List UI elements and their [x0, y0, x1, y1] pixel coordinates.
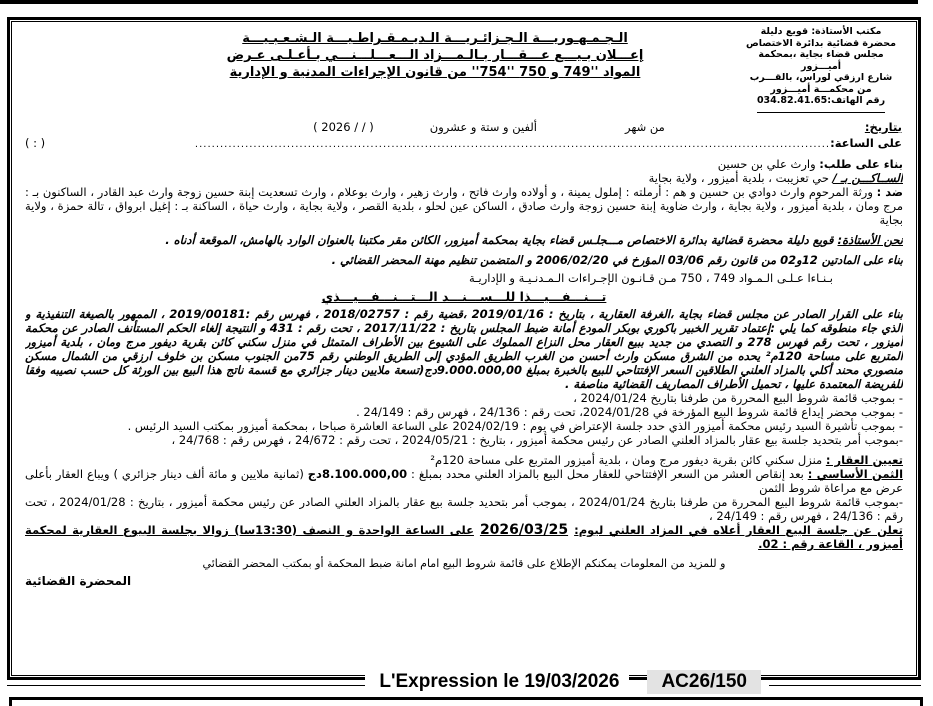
- announcement-rest: على الساعة الواحدة و النصف (13:30سا) زوالا بجلسة البيوع العقارية لمحكمة أميزور ، القاعة رقم : 02.: [25, 523, 903, 551]
- price-label: الثمن الأساسي :: [807, 467, 903, 481]
- property-text: منزل سكني كائن بقرية ديفور مرج ومان ، بلدية أميزور المتربع على مساحة 120م²: [430, 453, 823, 467]
- request-text: وارث علي بن حسين: [717, 157, 816, 171]
- auction-date: 2026/03/25: [479, 522, 569, 538]
- office-line: من محكمـــة أميـــزور: [770, 83, 872, 95]
- law-reference-1: بناء على المادتين 12و02 من قانون رقم 03/06 المؤرخ في 2006/02/20 و المتضمن تنظيم مهنة المحضر القضائي .: [331, 253, 903, 267]
- price-text-before: بعد إنقاص العشر من السعر الإفتتاحي للعقار محل البيع بالمزاد العلني محدد بمبلغ :: [411, 467, 804, 481]
- law-reference-2: بـنـاءا عـلـى الـمـواد 749 ، 750 مـن قـانـون الإجـراءات الـمـدنـيـة و الإداريـة: [468, 271, 833, 285]
- against-text: ورثة المرحوم وارث دوادي بن حسين و هم : أرملته : إملول يمينة ، و أولاده وارث فاتح ، وارث زهير ، وارث بوعلام ، وارث تسعديت إبنة حسين زوجة وارث عبد القادر ، الساكنون بـ : مرج ومان ، بلدية أميزور ، ولاية بجاية ، وارث ضاوية إبنة حسين زوجة وارث صادق ، الساكن عين لحلو ، بلدية القصر ، ولاية بجاية ، وارث حياة ، الساكنة بـ : إغيل ابرواق ، تالة حمزة ، ولاية بجاية: [25, 185, 903, 227]
- office-line: محضرة قضائية بدائرة الاختصاص: [745, 37, 897, 49]
- date-line: [25, 120, 902, 134]
- office-separator: [757, 112, 885, 113]
- footer-rule-right: [769, 678, 921, 686]
- base-price-paragraph: [25, 467, 903, 495]
- office-line: مكتب الأستاذة: قويع دليلة: [760, 26, 882, 37]
- title-auction: إعـــلان بـيـــع عـــقـــار بـالـمـــزاد الـــعـــلـــنـــي بـأعـلـى عـرض: [226, 48, 644, 63]
- more-info-line: و للمزيد من المعلومات يمكنكم الإطلاع على قائمة شروط البيع امام امانة ضبط المحكمة أو بمكتب المحضر القضائي: [202, 557, 726, 570]
- office-line: أميـــزور: [800, 60, 842, 72]
- top-divider-rule: [0, 0, 918, 4]
- year-words: ألفين و ستة و عشرون: [429, 120, 537, 134]
- office-line: مجلس قضاء بجاية ،بمحكمة: [758, 49, 884, 60]
- notice-title: [170, 30, 700, 81]
- recap-paragraph: -بموجب قائمة شروط البيع المحررة من طرفنا بتاريخ 2024/01/24 ، بموجب أمر بتحديد جلسة بيع عقار بالمزاد العلني الصادر عن رئيس محكمة أميزور ، بتاريخ : 2024/01/28 ، تحت رقم : 24/136 ، فهرس رقم : 24/149 ،: [25, 495, 903, 523]
- bailiff-label: نحن الأستاذة:: [837, 233, 903, 247]
- newspaper-name-date: L'Expression le 19/03/2026: [365, 670, 629, 694]
- judgment-paragraph: بناء على القرار الصادر عن مجلس قضاء بجاية ،الغرفة العقارية ، بتاريخ : 2019/01/16 ،قضية رقم : 2018/02757 ، فهرس رقم :2019/00181 ، الممهور بالصيغة التنفيذية و الذي جاء منطوقه كما يلي :إعتماد تقرير الخبير باكوري بوبكر المودع أمانة ضبط المجلس بتاريخ : 2017/11/22 ، تحت رقم : 431 و النتيجة إلغاء الحكم المستأنف الصادر عن محكمة أميزور ، تحت رقم فهرس 278 و التصدي من جديد ببيع العقار محل النزاع المملوك على الشيوع بين الأطراف المتمثل في منزل سكني كائن بقرية ديفور مرج ومان ، بلدية أميزور المتربع على مساحة 120م² يحده من الشرق مسكن وارث أحسن من الغرب الطريق المؤدي إلى الطريق الوطني رقم 75من الجنوب مسكن بن خلوف ارزقي من الشمال مسكن منصوري محند أكلي بالمزاد العلني الطلاقين السعر الإفتتاحي للبيع بالخبرة بمبلغ 9.000.000,00دج(تسعة ملايين دينار جزائري مع قسمة ناتج هذا البيع بين الورثة كل حسب نصيبه وفقا للفريضة المعتمدة عليها ، تحميل الأطراف المصاريف القضائية مناصفة .: [25, 307, 903, 391]
- year-paren: ( / / 2026 ): [313, 120, 374, 134]
- publication-footer: [7, 668, 921, 696]
- dotted-leader: ........................................................................................................................................................: [194, 139, 831, 150]
- month-label: من شهر: [624, 120, 665, 134]
- property-label: تعيين العقار :: [825, 453, 903, 467]
- bailiff-office-block: [736, 26, 906, 113]
- against-label: ضد :: [876, 185, 903, 199]
- announcement-reference: AC26/150: [647, 670, 761, 694]
- bullet-deposit-report: - بموجب محضر إيداع قائمة شروط البيع المؤرخة في 2024/01/28، تحت رقم : 24/136 ، فهرس رقم : 24/149 .: [356, 405, 903, 419]
- price-text-after: (ثمانية ملايين و مائة ألف دينار جزائري ) ويباع العقار بأعلى عرض مع مراعاة شروط الثمن: [25, 467, 903, 495]
- announcement-lead: تعلن عن جلسة البيع العقار أعلاه في المزاد العلني ليوم:: [574, 523, 903, 537]
- bullet-auction-order: -بموجب أمر بتحديد جلسة بيع عقار بالمزاد العلني الصادر عن رئيس محكمة أميزور ، بتاريخ : 2024/05/21 ، تحت رقم : 24/672 ، فهرس رقم : 24/768 ،: [171, 433, 903, 447]
- date-label: بتاريخ:: [864, 120, 902, 134]
- office-phone: رقم الهاتف:034.82.41.65: [756, 95, 886, 106]
- resident-text: حي تعزيبت ، بلدية أميزور ، ولاية بجاية: [648, 171, 830, 185]
- date-block: [25, 120, 902, 150]
- time-paren: ( : ): [25, 136, 46, 150]
- resident-line: [25, 171, 903, 185]
- time-label: على الساعة:: [830, 136, 902, 150]
- against-paragraph: [25, 185, 903, 227]
- footer-rule-left: [7, 678, 365, 686]
- next-notice-frame: [9, 697, 923, 706]
- price-amount: 8.100.000,00دج: [307, 467, 408, 481]
- title-articles: المواد ''749 و 750 ''754'' من قانون الإجراءات المدنية و الإدارية: [229, 65, 641, 80]
- request-label: بناء على طلب:: [819, 157, 903, 171]
- bailiff-text: قويع دليلة محضرة قضائية بدائرة الاختصاص مـــجلـس قضاء بجاية بمحكمة أميزور، الكائن مقر مكتبنا بالعنوان الوارد بالهامش، الموقعة أدناه .: [165, 233, 834, 247]
- bullet-objection-session: - بموجب تأشيرة السيد رئيس محكمة أميزور الذي حدد جلسة الإعتراض في يوم : 2024/02/19 على الساعة العاشرة صباحا ، بمحكمة أميزور بمكتب السيد الرئيس .: [127, 419, 903, 433]
- office-line: شارع ارزقي لوراس، بالقـــرب: [749, 72, 893, 83]
- time-line: [25, 136, 902, 150]
- notice-body: [25, 157, 903, 691]
- auction-announcement: [25, 523, 903, 551]
- title-republic: الـجـمـهـوريـــة الـجـزائـريـــة الـديـمـقـراطـيـــة الـشـعـبـيـــة: [242, 31, 628, 46]
- bullet-sale-conditions: - بموجب قائمة شروط البيع المحررة من طرفنا بتاريخ 2024/01/24 ،: [573, 391, 903, 405]
- resident-label: الســاكـــن بـ /: [832, 171, 903, 185]
- bailiff-declaration: [25, 233, 903, 247]
- request-line: [25, 157, 903, 171]
- notice-document-frame: [7, 17, 921, 680]
- executory-heading: تـــنـــفـــيـــذا للـــســـنـــد الـــتـــنـــفـــيـــذي: [321, 289, 607, 304]
- bailiff-signature: المحضرة القضائية: [25, 574, 132, 588]
- property-designation: [25, 453, 903, 467]
